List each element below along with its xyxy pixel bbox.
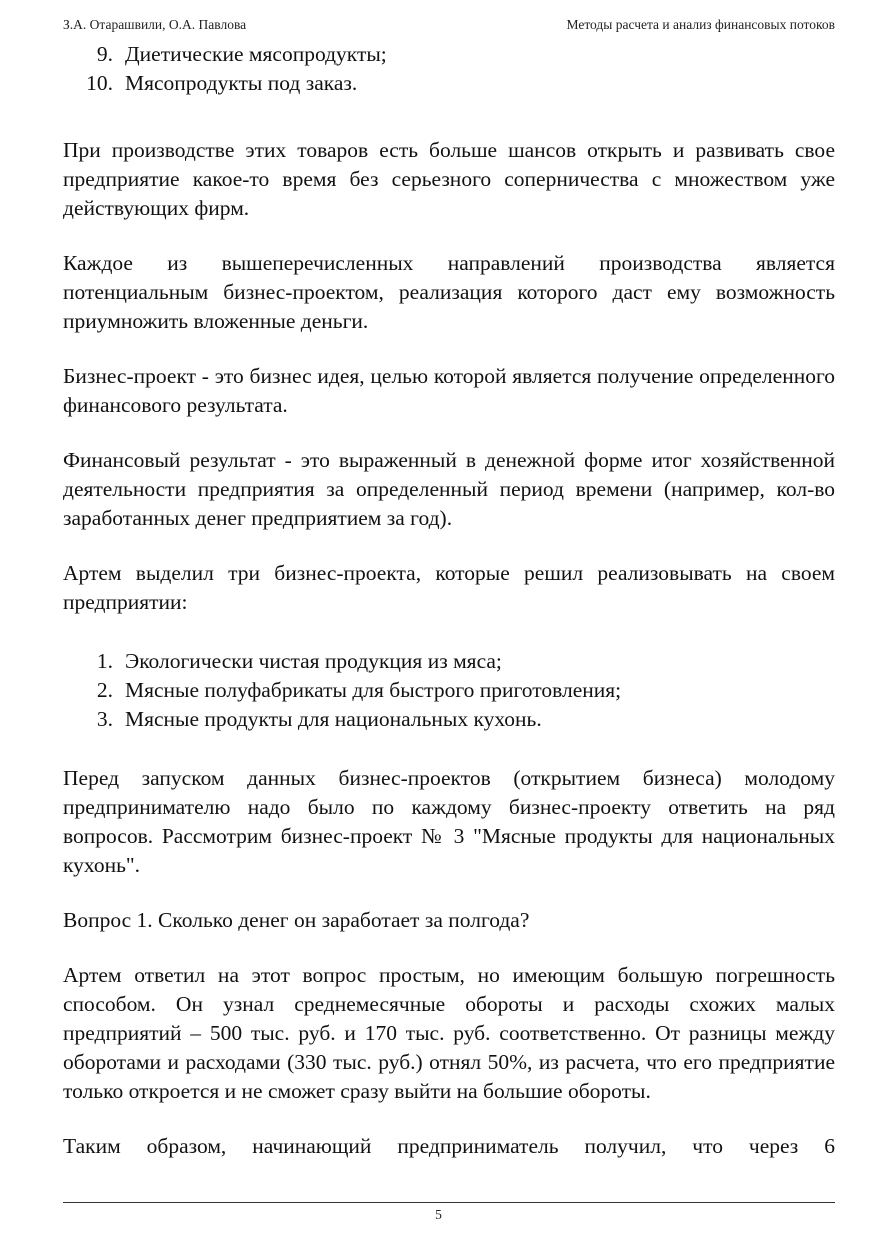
list-item-text: Мясные продукты для национальных кухонь. <box>125 707 542 731</box>
list-item-number: 9. <box>96 42 113 66</box>
paragraph-answer-1: Артем ответил на этот вопрос простым, но имеющим большую погрешность способом. Он узнал среднемесячные обороты и расходы схожих малых предприятий – 500 тыс. руб. и 170 тыс. руб. соответственно. От разницы между оборотами и расходами (330 тыс. руб.) отнял 50%, из расчета, что его предприятие только откроется и не сможет сразу выйти на большие обороты. <box>63 963 835 1103</box>
list-item-text: Мясные полуфабрикаты для быстрого приготовления; <box>125 678 622 702</box>
paragraph-conclusion-start: Таким образом, начинающий предприниматель получил, что через 6 <box>63 1134 835 1158</box>
list-item-number: 10. <box>86 71 113 95</box>
list-item <box>63 40 835 69</box>
list-item-text: Диетические мясопродукты; <box>125 42 387 66</box>
list-item-number: 3. <box>96 707 113 731</box>
list-item-number: 1. <box>96 649 113 673</box>
paragraph-project-questions: Перед запуском данных бизнес-проектов (открытием бизнеса) молодому предпринимателю надо было по каждому бизнес-проекту ответить на ряд вопросов. Рассмотрим бизнес-проект № 3 "Мясные продукты для национальных кухонь". <box>63 766 835 877</box>
document-body <box>63 40 835 1159</box>
paragraph-competition: При производстве этих товаров есть больше шансов открыть и развивать свое предприятие какое-то время без серьезного соперничества с множеством уже действующих фирм. <box>63 138 835 220</box>
footer-divider <box>63 1202 835 1203</box>
product-list-continued <box>63 40 835 98</box>
paragraph-business-project-definition: Бизнес-проект - это бизнес идея, целью которой является получение определенного финансового результата. <box>63 364 835 417</box>
header-authors: З.А. Отарашвили, О.А. Павлова <box>63 17 247 32</box>
list-item <box>63 69 835 98</box>
list-item-text: Экологически чистая продукция из мяса; <box>125 649 502 673</box>
list-item-text: Мясопродукты под заказ. <box>125 71 358 95</box>
business-projects-list <box>63 647 835 734</box>
paragraph-business-directions: Каждое из вышеперечисленных направлений производства является потенциальным бизнес-проектом, реализация которого даст ему возможность приумножить вложенные деньги. <box>63 251 835 333</box>
page-number: 5 <box>435 1207 442 1222</box>
paragraph-question-1: Вопрос 1. Сколько денег он заработает за полгода? <box>63 908 530 932</box>
paragraph-three-projects-intro: Артем выделил три бизнес-проекта, которые решил реализовывать на своем предприятии: <box>63 561 835 614</box>
list-item <box>63 647 835 676</box>
list-item <box>63 676 835 705</box>
paragraph-financial-result-definition: Финансовый результат - это выраженный в денежной форме итог хозяйственной деятельности предприятия за определенный период времени (например, кол-во заработанных денег предприятием за год). <box>63 448 835 530</box>
list-item-number: 2. <box>96 678 113 702</box>
list-item <box>63 705 835 734</box>
header-title: Методы расчета и анализ финансовых потоков <box>566 17 835 32</box>
